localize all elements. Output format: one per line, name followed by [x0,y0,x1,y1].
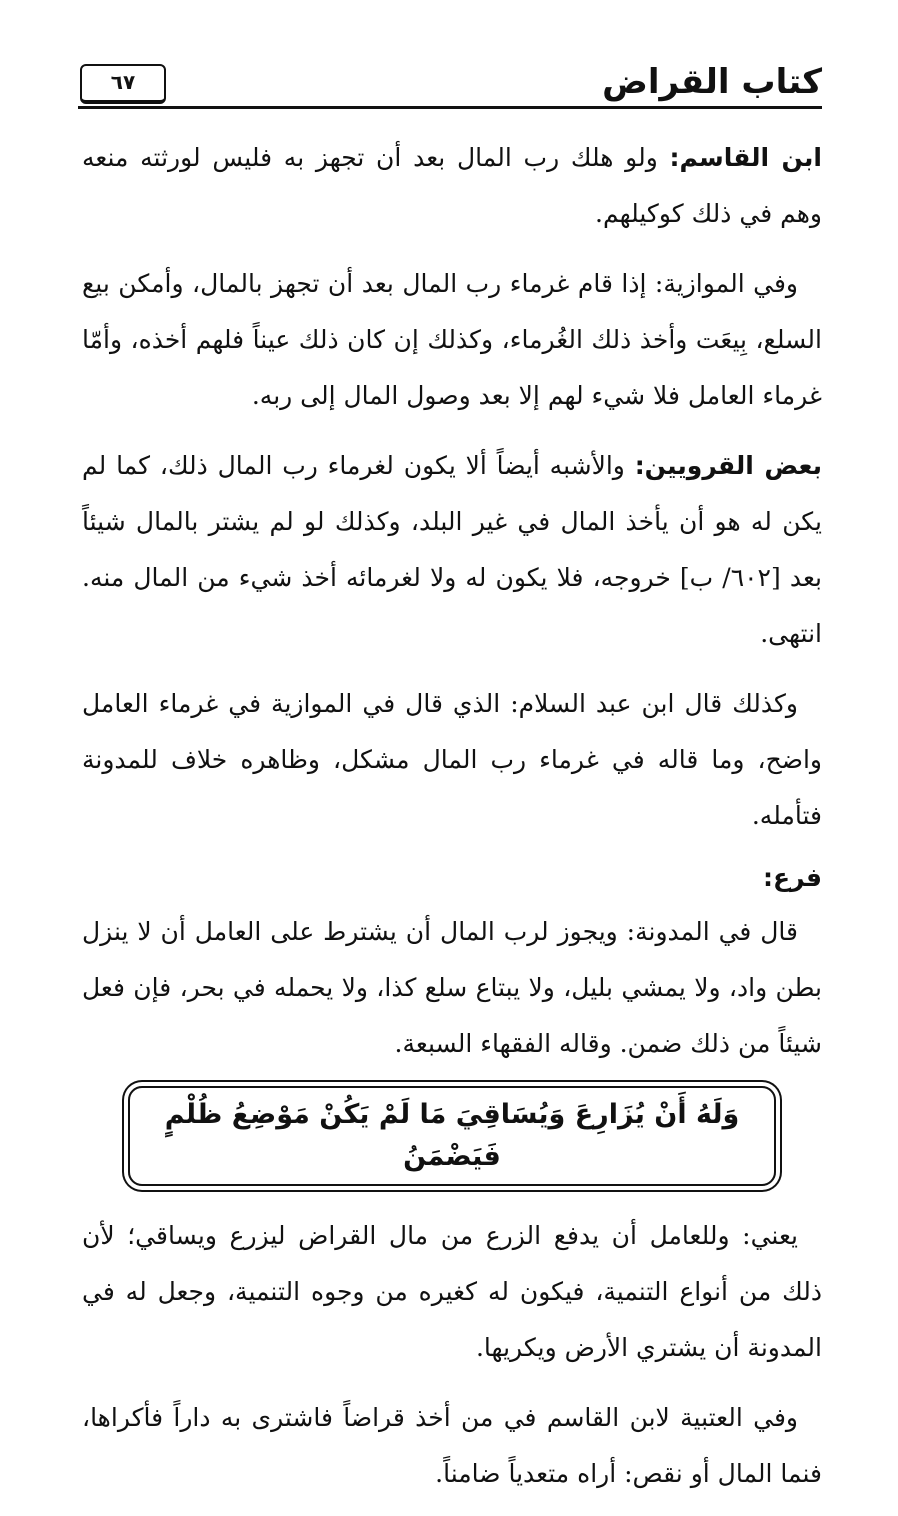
paragraph [82,130,822,242]
paragraph [82,1390,822,1502]
paragraph-text: وكذلك قال ابن عبد السلام: الذي قال في الموازية في غرماء العامل واضح، وما قاله في غرماء رب المال مشكل، وظاهره خلاف للمدونة فتأمله. [82,689,822,830]
paragraph-lead: ابن القاسم: [669,143,822,172]
paragraph-text: قال في المدونة: ويجوز لرب المال أن يشترط على العامل أن لا ينزل بطن واد، ولا يمشي بليل، ولا يبتاع سلع كذا، ولا يحمله في بحر، فإن فعل شيئاً من ذلك ضمن. وقاله الفقهاء السبعة. [82,917,822,1058]
paragraph [82,904,822,1072]
paragraph-text: ولو هلك رب المال بعد أن تجهز به فليس لورثته منعه وهم في ذلك كوكيلهم. [82,143,822,228]
matn-text-box: وَلَهُ أَنْ يُزَارِعَ وَيُسَاقِيَ مَا لَمْ يَكُنْ مَوْضِعُ ظُلْمٍ فَيَضْمَنُ [128,1086,776,1186]
paragraph [82,256,822,424]
page-header [78,60,822,110]
paragraph-text: يعني: وللعامل أن يدفع الزرع من مال القراض ليزرع ويساقي؛ لأن ذلك من أنواع التنمية، فيكون له كغيره من وجوه التنمية، وجعل له في المدونة أن يشتري الأرض ويكريها. [82,1221,822,1362]
paragraph [82,1208,822,1376]
paragraph-lead: بعض القرويين: [634,451,823,480]
paragraph-text: وفي الموازية: إذا قام غرماء رب المال بعد أن تجهز بالمال، وأمكن بيع السلع، بِيعَت وأخذ ذلك الغُرماء، وكذلك إن كان ذلك عيناً فلهم أخذه، وأمّا غرماء العامل فلا شيء لهم إلا بعد وصول المال إلى ربه. [82,269,822,410]
page-number: ٦٧ [80,64,166,104]
paragraph [82,676,822,844]
chapter-title: كتاب القراض [602,62,822,102]
header-rule [78,106,822,109]
paragraph [82,438,822,662]
paragraph-text: والأشبه أيضاً ألا يكون لغرماء رب المال ذلك، كما لم يكن له هو أن يأخذ المال في غير البلد، وكذلك لو لم يشتر بالمال شيئاً بعد [٦٠٢/ ب] خروجه، فلا يكون له ولا لغرمائه أخذ شيء من المال منه. انتهى. [82,451,822,648]
paragraph-text: وفي العتبية لابن القاسم في من أخذ قراضاً فاشترى به داراً فأكراها، فنما المال أو نقص: أراه متعدياً ضامناً. [82,1403,822,1488]
page-body [82,130,822,1516]
subheading: فرع: [763,863,822,892]
